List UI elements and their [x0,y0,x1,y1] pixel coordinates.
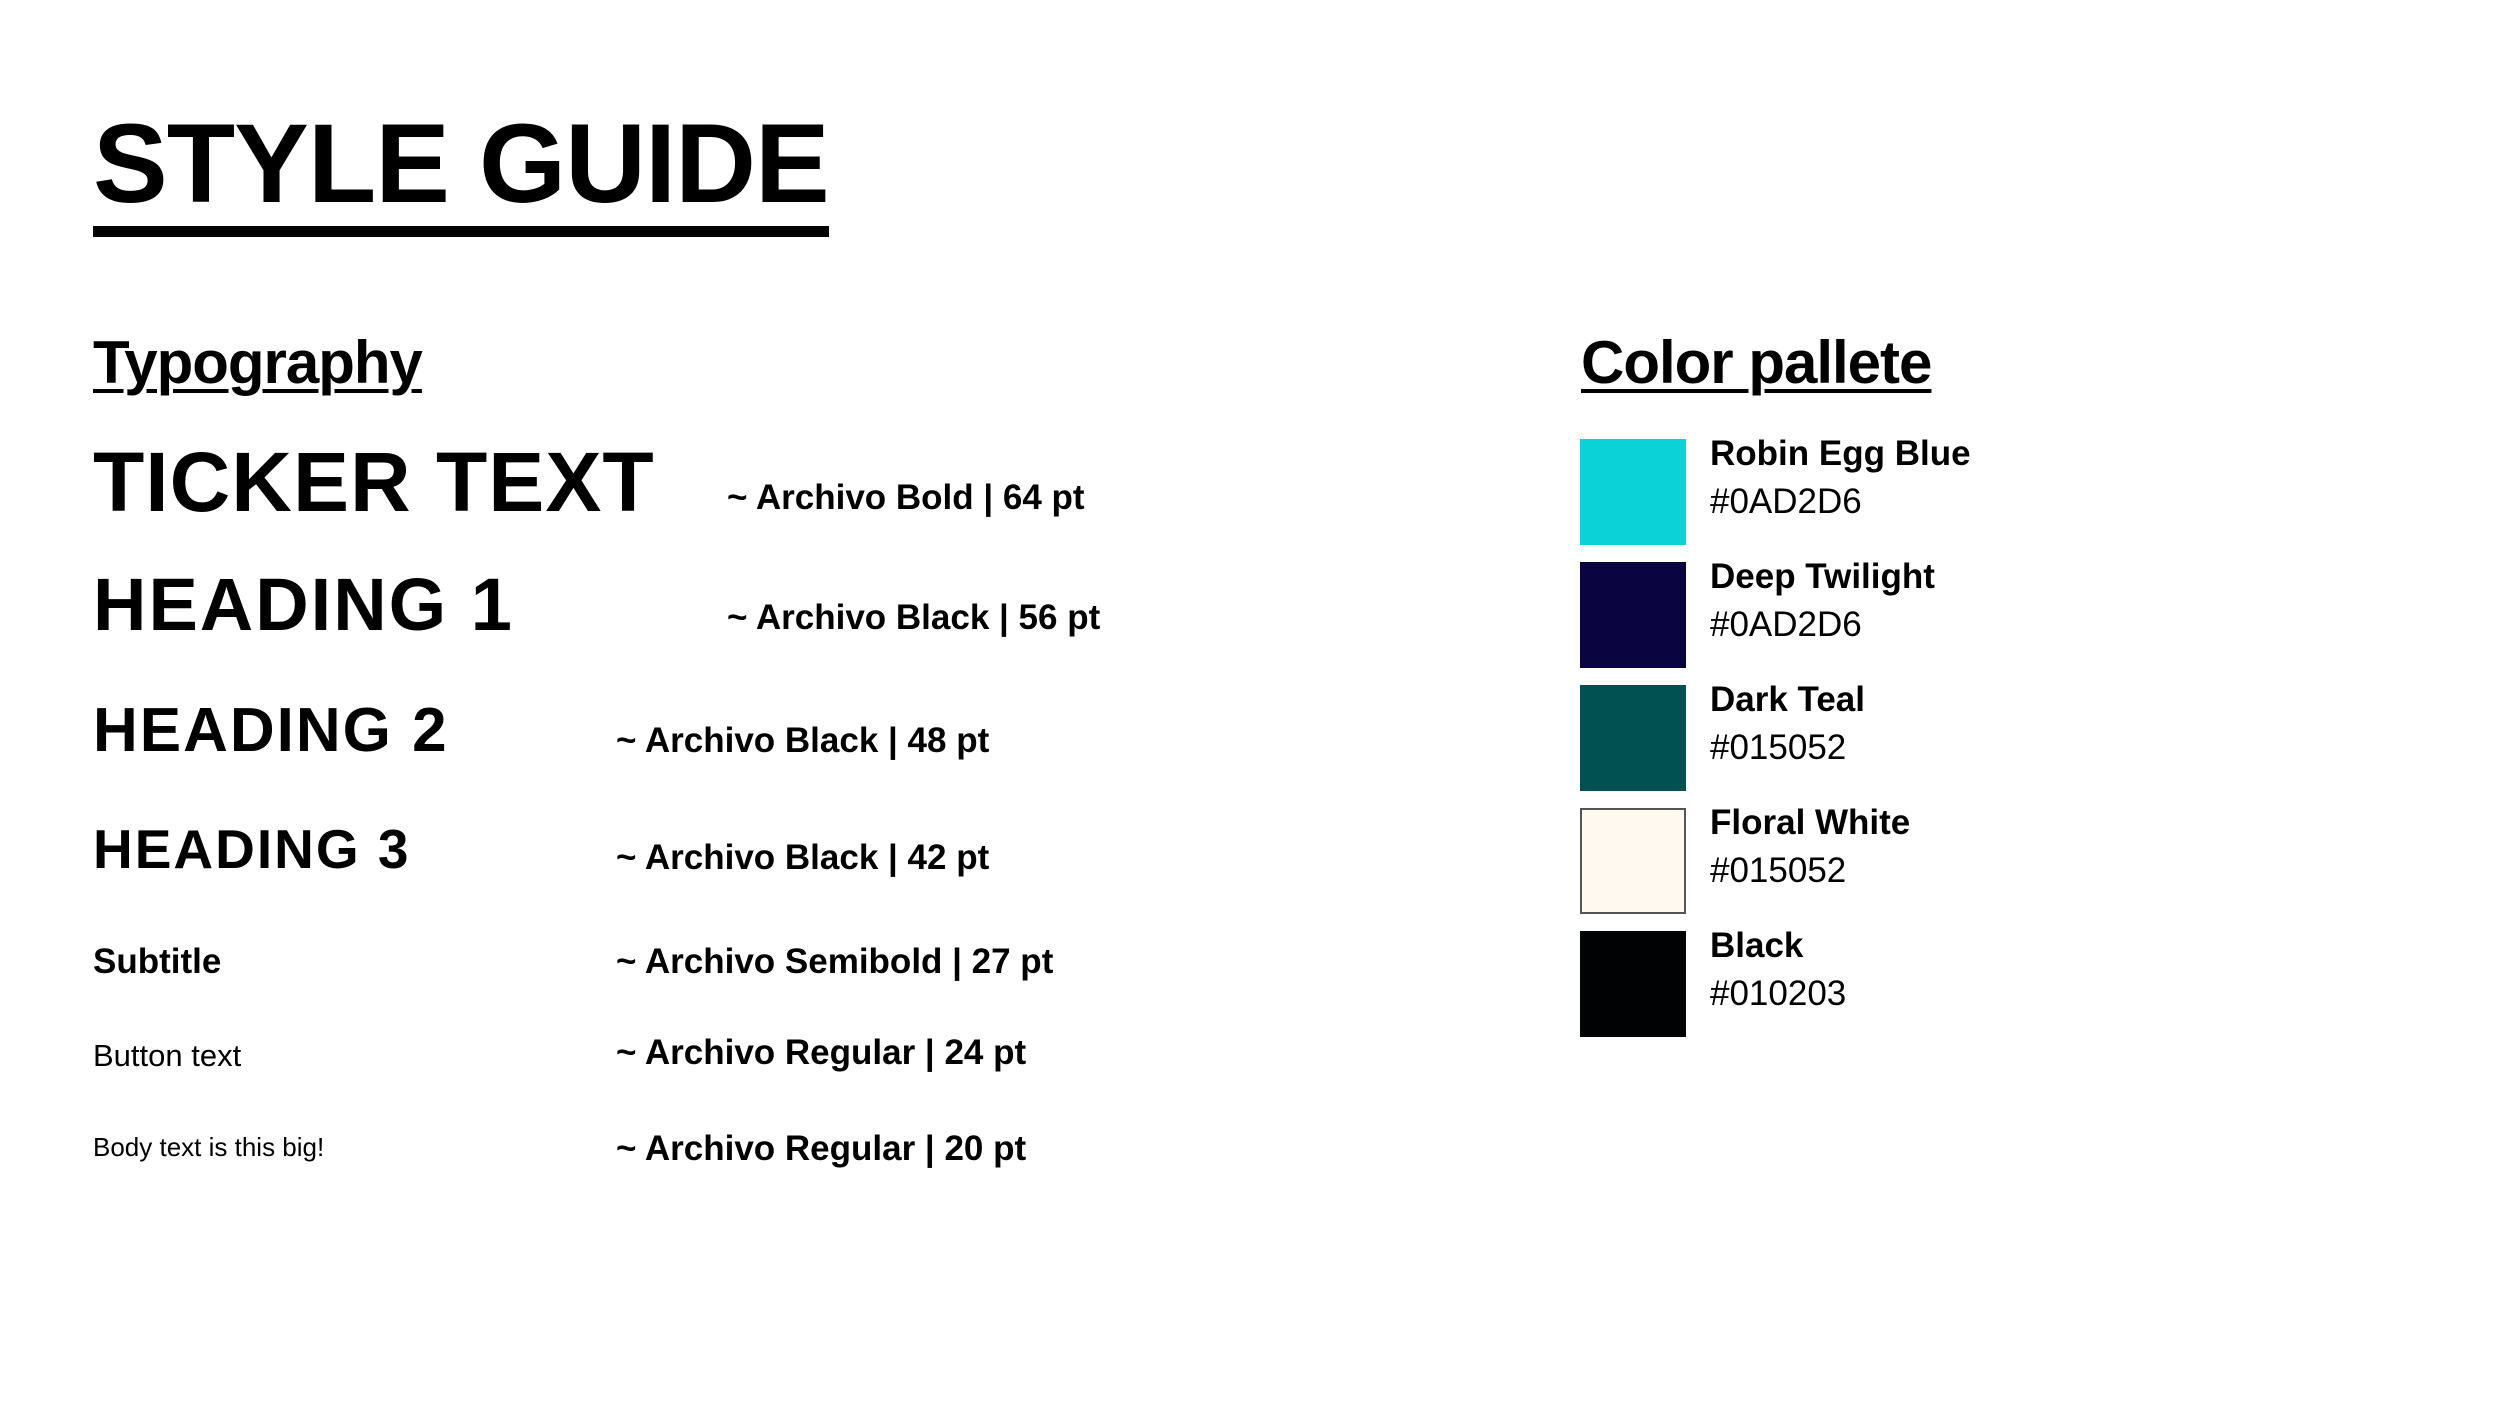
color-name: Robin Egg Blue [1710,434,1971,473]
color-hex: #010203 [1710,974,1847,1013]
color-row [1580,434,2180,545]
color-hex: #0AD2D6 [1710,605,1862,644]
color-name: Deep Twilight [1710,557,1935,596]
color-name: Dark Teal [1710,680,1865,719]
heading-2-sample: HEADING 2 [93,696,449,765]
color-swatch [1580,931,1686,1037]
color-swatch [1580,685,1686,791]
subtitle-spec: ~ Archivo Semibold | 27 pt [616,942,1054,981]
heading-3-spec: ~ Archivo Black | 42 pt [616,838,990,877]
color-hex: #015052 [1710,728,1847,767]
color-row [1580,557,2180,668]
subtitle-sample: Subtitle [93,942,222,981]
color-hex: #0AD2D6 [1710,482,1862,521]
color-palette-heading: Color pallete [1581,329,1932,396]
color-name: Floral White [1710,803,1911,842]
heading-2-spec: ~ Archivo Black | 48 pt [616,721,990,760]
button-text-sample: Button text [93,1038,242,1073]
color-swatch [1580,439,1686,545]
color-row [1580,926,2180,1037]
heading-1-spec: ~ Archivo Black | 56 pt [727,598,1101,637]
color-row [1580,680,2180,791]
ticker-text-sample: TICKER TEXT [93,435,655,529]
color-swatch [1580,808,1686,914]
page-title: STYLE GUIDE [93,108,829,237]
body-text-spec: ~ Archivo Regular | 20 pt [616,1129,1027,1168]
ticker-text-spec: ~ Archivo Bold | 64 pt [727,478,1085,517]
heading-1-sample: HEADING 1 [93,563,514,646]
button-text-spec: ~ Archivo Regular | 24 pt [616,1033,1027,1072]
body-text-sample: Body text is this big! [93,1132,325,1162]
color-hex: #015052 [1710,851,1847,890]
color-name: Black [1710,926,1804,965]
color-row [1580,803,2180,914]
heading-3-sample: HEADING 3 [93,818,411,880]
typography-heading: Typography [93,329,422,396]
color-swatch [1580,562,1686,668]
